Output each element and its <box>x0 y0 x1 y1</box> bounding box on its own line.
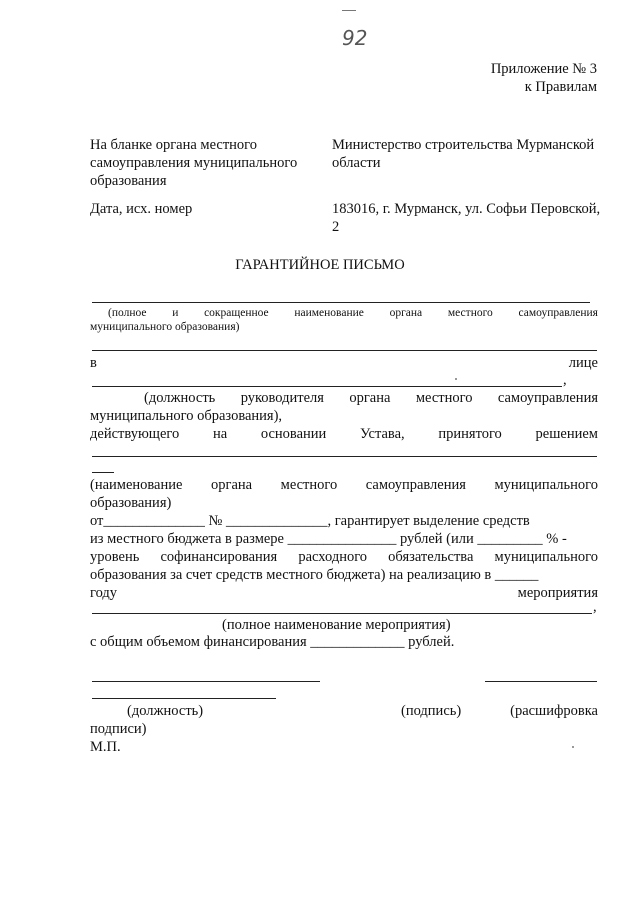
decoding-blank <box>485 681 597 682</box>
total-financing-line: с общим объемом финансирования _____________ рублей. <box>90 634 455 650</box>
decision-blank <box>92 456 597 457</box>
decision-blank-short <box>92 472 114 473</box>
date-number-label: Дата, исх. номер <box>90 201 193 217</box>
recipient-address2: 2 <box>332 219 340 235</box>
hint-name-line1: (наименование органа местного самоуправления муниципального <box>90 477 598 493</box>
letterhead-note-line1: На бланке органа местного <box>90 137 258 153</box>
comma-1: , <box>563 372 567 388</box>
appendix-line1: Приложение № 3 <box>490 61 597 77</box>
person-blank <box>92 386 562 387</box>
in-person-line: в лице <box>90 355 598 371</box>
hint-org-line2: муниципального образования) <box>90 321 240 333</box>
comma-2: , <box>593 599 597 615</box>
page-title: ГАРАНТИЙНОЕ ПИСЬМО <box>235 257 405 273</box>
recipient-line1: Министерство строительства Мурманской <box>332 137 595 153</box>
scan-mark <box>342 10 356 11</box>
org-name-blank <box>92 302 590 303</box>
year-event-line: году мероприятия <box>90 585 598 601</box>
cofinancing-level-line: уровень софинансирования расходного обязательства муниципального <box>90 549 598 565</box>
implementation-line: образования за счет средств местного бюджета) на реализацию в ______ <box>90 567 539 583</box>
scan-dot <box>455 378 457 380</box>
acting-basis-line: действующего на основании Устава, принятого решением <box>90 426 598 442</box>
recipient-address1: 183016, г. Мурманск, ул. Софьи Перовской, <box>332 201 601 217</box>
hint-name-line2: образования) <box>90 495 172 511</box>
decoding-label: (расшифровка <box>510 703 598 719</box>
budget-amount-line: из местного бюджета в размере _______________ рублей (или _________ % - <box>90 531 567 547</box>
handwritten-page-number: 92 <box>342 26 368 50</box>
appendix-line2: к Правилам <box>524 79 597 95</box>
hint-org-line1: (полное и сокращенное наименование органа местного самоуправления <box>108 307 598 319</box>
stamp-label: М.П. <box>90 739 121 755</box>
letterhead-note-line3: образования <box>90 173 167 189</box>
position-label: (должность) <box>127 703 204 719</box>
event-name-blank <box>92 613 592 614</box>
signature-label: (подпись) <box>401 703 462 719</box>
recipient-line2: области <box>332 155 381 171</box>
decoding-label-2: подписи) <box>90 721 147 737</box>
scan-dot <box>572 746 574 748</box>
hint-event-name: (полное наименование мероприятия) <box>222 617 451 633</box>
hint-position-line1: (должность руководителя органа местного самоуправления <box>144 390 598 406</box>
from-number-line: от______________ № ______________, гарантирует выделение средств <box>90 513 530 529</box>
position-blank <box>92 681 320 682</box>
hint-position-line2: муниципального образования), <box>90 408 283 424</box>
org-name-blank-2 <box>92 350 597 351</box>
letterhead-note-line2: самоуправления муниципального <box>90 155 298 171</box>
position-blank-2 <box>92 698 276 699</box>
